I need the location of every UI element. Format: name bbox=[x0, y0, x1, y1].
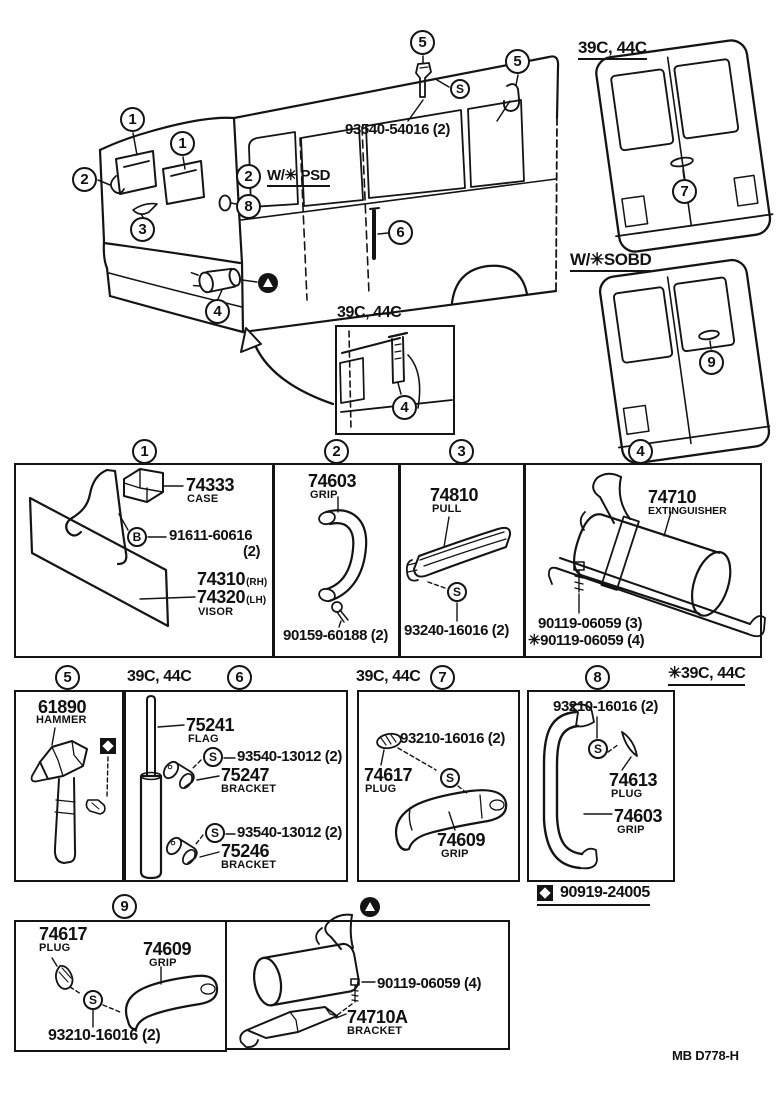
section-header-7: 7 bbox=[430, 665, 455, 690]
part-name-grip-74603: GRIP bbox=[310, 489, 338, 501]
part-name-plug9: PLUG bbox=[39, 942, 71, 954]
part-name-grip8-74603: GRIP bbox=[617, 824, 645, 836]
triangle-symbol-front bbox=[258, 273, 278, 293]
diamond-symbol-hammer bbox=[100, 738, 116, 754]
marker-s-grip8: S bbox=[588, 739, 608, 759]
part-name-plug-74617: PLUG bbox=[365, 783, 397, 795]
marker-s-flag-upper: S bbox=[203, 747, 223, 767]
part-name-grip9: GRIP bbox=[149, 957, 177, 969]
variant-label-grip7-panel: 39C, 44C bbox=[356, 668, 421, 685]
hammer-note-part: 90919-24005 bbox=[560, 884, 650, 901]
callout-4-inset: 4 bbox=[392, 395, 417, 420]
part-number-visor-clip: 91611-60616 bbox=[169, 527, 253, 544]
rear-handle-bottom bbox=[698, 329, 719, 340]
variant-label-grip8-panel: ✳39C, 44C bbox=[668, 666, 745, 686]
part-number-plug-74617: 74617 bbox=[364, 765, 413, 785]
part-number-case: 74333 bbox=[186, 475, 235, 495]
part-number-pull-screw: 93240-16016 (2) bbox=[404, 622, 509, 639]
part-name-visor: VISOR bbox=[198, 606, 234, 618]
variant-label-sobd: W/✳SOBD bbox=[570, 251, 651, 272]
part-number-grip-screw: 90159-60188 (2) bbox=[283, 627, 388, 644]
variant-label-psd: W/✳ PSD bbox=[267, 168, 330, 187]
part-number-grip9-screw: 93210-16016 (2) bbox=[48, 1027, 161, 1044]
part-number-bracket-lower: 75246 bbox=[221, 841, 270, 861]
visor-lh-tag: (LH) bbox=[246, 595, 267, 606]
part-number-ext-bolt-a: 90119-06059 (3) bbox=[538, 615, 643, 632]
page-code: MB D778-H bbox=[672, 1048, 739, 1063]
part-number-flag-screw-upper: 93540-13012 (2) bbox=[237, 748, 342, 765]
section-header-8: 8 bbox=[585, 665, 610, 690]
part-number-flag-screw-lower: 93540-13012 (2) bbox=[237, 824, 342, 841]
callout-8: 8 bbox=[236, 194, 261, 219]
arrow bbox=[241, 328, 333, 404]
visor-lh-number: 74320 bbox=[197, 587, 246, 607]
part-name-pull: PULL bbox=[432, 503, 462, 515]
part-name-bracket-lower: BRACKET bbox=[221, 859, 277, 871]
part-number-visor-lh bbox=[197, 588, 266, 607]
part-number-bracket-upper: 75247 bbox=[221, 765, 270, 785]
marker-s-roof: S bbox=[450, 79, 470, 99]
part-number-ext-bolt-b: ✳90119-06059 (4) bbox=[528, 632, 645, 649]
rear-van-bottom bbox=[595, 258, 772, 465]
callout-2-psd: 2 bbox=[236, 164, 261, 189]
part-number-grip8-screw: 93210-16016 (2) bbox=[553, 698, 658, 715]
part-name-bracket-upper: BRACKET bbox=[221, 783, 277, 795]
callout-4-front: 4 bbox=[205, 299, 230, 324]
part-name-extinguisher: EXTINGUISHER bbox=[648, 505, 727, 517]
part-number-grip9: 74609 bbox=[143, 939, 192, 959]
callout-5-key: 5 bbox=[410, 30, 435, 55]
part-number-flag: 75241 bbox=[186, 715, 235, 735]
part-name-grip-74609: GRIP bbox=[441, 848, 469, 860]
variant-label-inset: 39C, 44C bbox=[337, 304, 402, 321]
rear-van-top bbox=[591, 38, 775, 254]
part-number-extinguisher: 74710 bbox=[648, 487, 697, 507]
part-number-plug-74613: 74613 bbox=[609, 770, 658, 790]
part-number-hammer: 61890 bbox=[38, 697, 87, 717]
part-number-bracket-bolt: 90119-06059 (4) bbox=[377, 975, 482, 992]
row1-divider-3 bbox=[523, 465, 526, 656]
inset-box bbox=[335, 325, 455, 435]
section-header-6: 6 bbox=[227, 665, 252, 690]
row1-divider-1 bbox=[272, 465, 275, 656]
part-number-roof-screw: 93540-54016 (2) bbox=[345, 121, 450, 138]
front-extinguisher-art bbox=[190, 262, 241, 297]
part-number-pull: 74810 bbox=[430, 485, 479, 505]
hammer-note bbox=[537, 884, 650, 906]
marker-s-grip9: S bbox=[83, 990, 103, 1010]
main-van-drawing bbox=[100, 56, 558, 332]
callout-7: 7 bbox=[672, 179, 697, 204]
part-number-bracket-74710a: 74710A bbox=[347, 1007, 408, 1027]
diamond-symbol-note bbox=[537, 885, 553, 901]
marker-s-pull: S bbox=[447, 582, 467, 602]
callout-6: 6 bbox=[388, 220, 413, 245]
section-header-9: 9 bbox=[112, 894, 137, 919]
marker-s-grip7: S bbox=[440, 768, 460, 788]
part-qty-visor-clip: (2) bbox=[243, 543, 261, 560]
marker-b-visor: B bbox=[127, 527, 147, 547]
visor-rh-number: 74310 bbox=[197, 569, 246, 589]
section-header-5: 5 bbox=[55, 665, 80, 690]
triangle-symbol-section bbox=[360, 897, 380, 917]
part-name-bracket-74710a: BRACKET bbox=[347, 1025, 403, 1037]
section-header-3: 3 bbox=[449, 439, 474, 464]
section-header-2: 2 bbox=[324, 439, 349, 464]
callout-3: 3 bbox=[130, 217, 155, 242]
part-number-grip8-74603: 74603 bbox=[614, 806, 663, 826]
variant-label-flag-panel: 39C, 44C bbox=[127, 668, 192, 685]
callout-9: 9 bbox=[699, 350, 724, 375]
variant-label-rear-top: 39C, 44C bbox=[578, 39, 647, 60]
part-name-plug-74613: PLUG bbox=[611, 788, 643, 800]
callout-1-visor-lh: 1 bbox=[170, 131, 195, 156]
part-number-grip7-screw: 93210-16016 (2) bbox=[400, 730, 505, 747]
row1-divider-2 bbox=[398, 465, 401, 656]
part-number-grip-74609: 74609 bbox=[437, 830, 486, 850]
part-name-flag: FLAG bbox=[188, 733, 219, 745]
part-name-hammer: HAMMER bbox=[36, 714, 87, 726]
marker-s-flag-lower: S bbox=[205, 823, 225, 843]
part-number-grip-74603: 74603 bbox=[308, 471, 357, 491]
callout-2-hook: 2 bbox=[72, 167, 97, 192]
callout-5-hook: 5 bbox=[505, 49, 530, 74]
callout-1-visor-rh: 1 bbox=[120, 107, 145, 132]
section-header-4: 4 bbox=[628, 439, 653, 464]
part-number-plug9: 74617 bbox=[39, 924, 88, 944]
section-header-1: 1 bbox=[132, 439, 157, 464]
part-name-case: CASE bbox=[187, 493, 219, 505]
visor-rh-tag: (RH) bbox=[246, 577, 268, 588]
